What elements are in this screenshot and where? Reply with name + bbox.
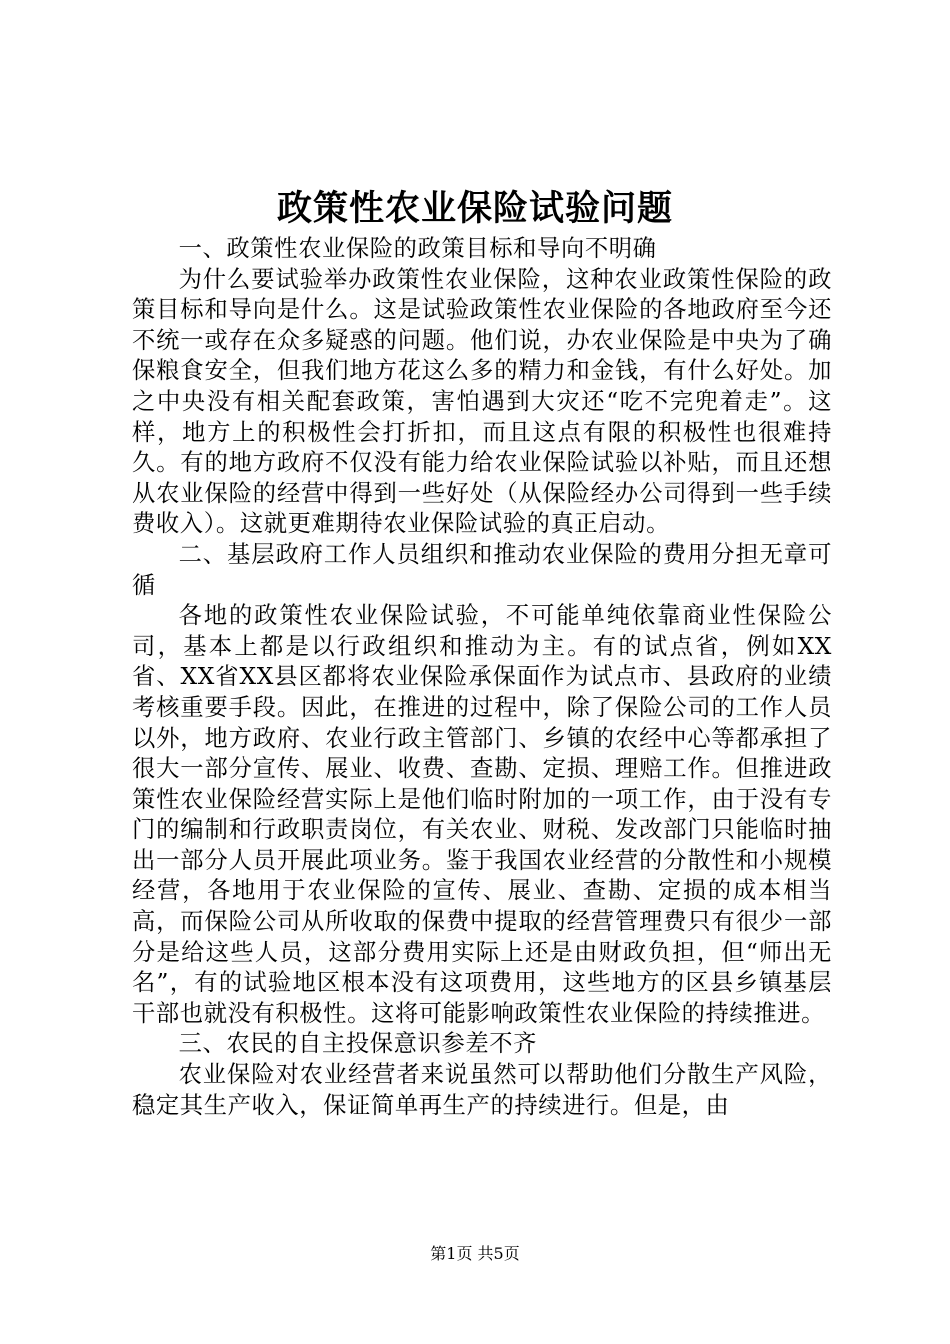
body-paragraph-2: 各地的政策性农业保险试验，不可能单纯依靠商业性保险公司，基本上都是以行政组织和推动为主。有的试点省，例如XX省、XX省XX县区都将农业保险承保面作为试点市、县政府的业绩考核重要手段。因此，在推进的过程中，除了保险公司的工作人员以外，地方政府、农业行政主管部门、乡镇的农经中心等都承担了很大一部分宣传、展业、收费、查勘、定损、理赔工作。但推进政策性农业保险经营实际上是他们临时附加的一项工作，由于没有专门的编制和行政职责岗位，有关农业、财税、发改部门只能临时抽出一部分人员开展此项业务。鉴于我国农业经营的分散性和小规模经营，各地用于农业保险的宣传、展业、查勘、定损的成本相当高，而保险公司从所收取的保费中提取的经营管理费只有很少一部分是给这些人员，这部分费用实际上还是由财政负担，但“师出无名”，有的试验地区根本没有这项费用，这些地方的区县乡镇基层干部也就没有积极性。这将可能影响政策性农业保险的持续推进。	[132, 602, 832, 1027]
page-footer: 第1页 共5页	[430, 1244, 520, 1263]
section-heading-2: 二、基层政府工作人员组织和推动农业保险的费用分担无章可循	[132, 540, 832, 599]
document-title: 政策性农业保险试验问题	[276, 188, 673, 229]
document-body	[132, 234, 832, 1121]
section-heading-3: 三、农民的自主投保意识参差不齐	[178, 1030, 538, 1058]
body-paragraph-3: 农业保险对农业经营者来说虽然可以帮助他们分散生产风险，稳定其生产收入，保证简单再生产的持续进行。但是，由	[132, 1061, 832, 1119]
body-paragraph-1: 为什么要试验举办政策性农业保险，这种农业政策性保险的政策目标和导向是什么。这是试验政策性农业保险的各地政府至今还不统一或存在众多疑惑的问题。他们说，办农业保险是中央为了确保粮食安全，但我们地方花这么多的精力和金钱，有什么好处。加之中央没有相关配套政策，害怕遇到大灾还“吃不完兜着走”。这样，地方上的积极性会打折扣，而且这点有限的积极性也很难持久。有的地方政府不仅没有能力给农业保险试验以补贴，而且还想从农业保险的经营中得到一些好处（从保险经办公司得到一些手续费收入）。这就更难期待农业保险试验的真正启动。	[132, 265, 832, 538]
section-heading-1: 一、政策性农业保险的政策目标和导向不明确	[178, 235, 657, 262]
